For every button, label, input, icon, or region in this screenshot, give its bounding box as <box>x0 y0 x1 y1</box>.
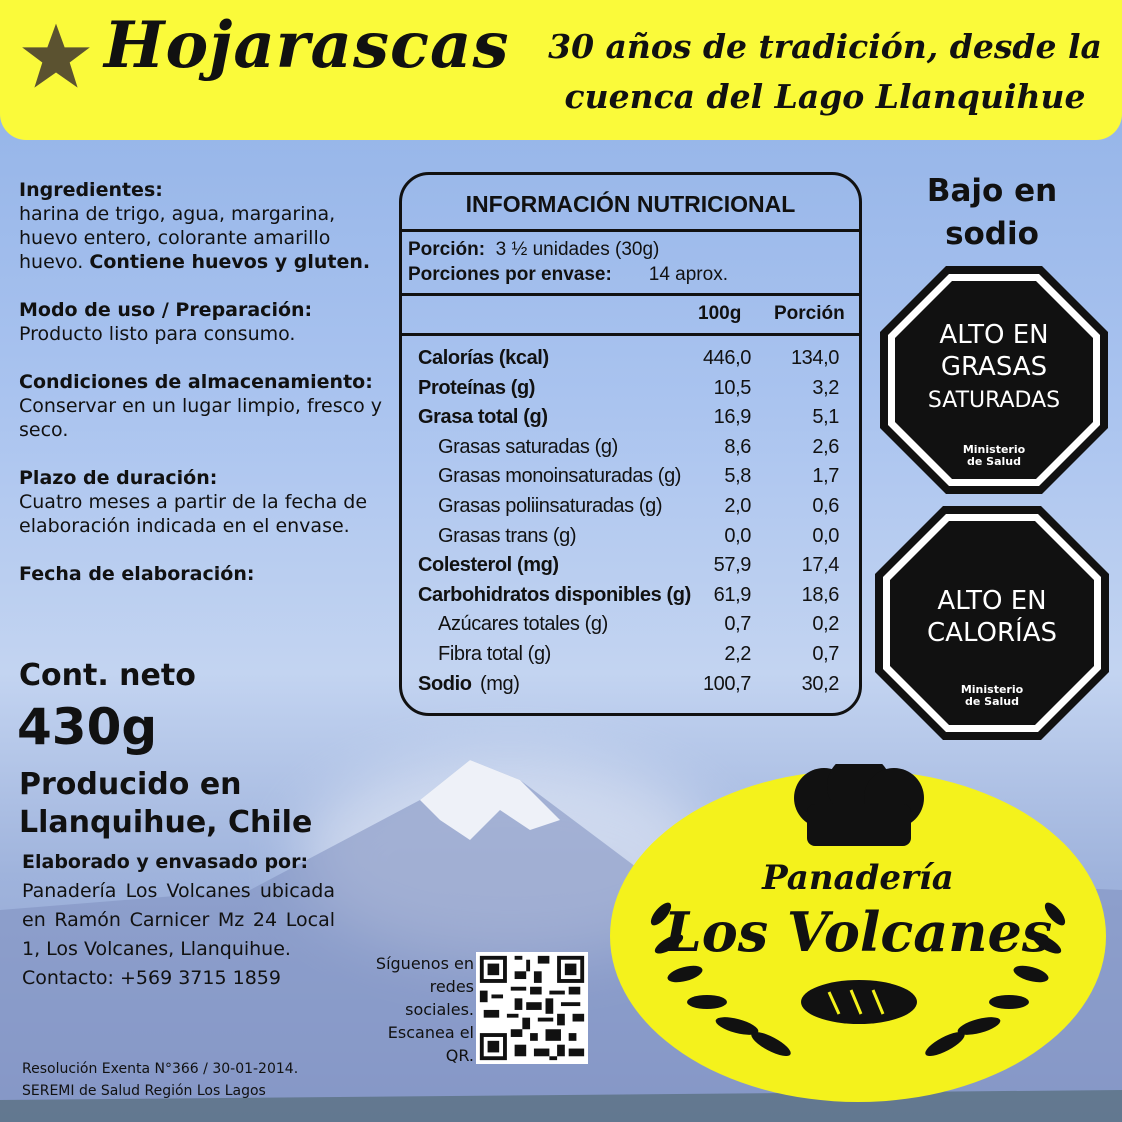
usage-heading: Modo de uso / Preparación: <box>19 299 313 321</box>
shelf-life-block <box>19 466 399 538</box>
net-content-label: Cont. neto <box>19 658 196 693</box>
value-per-portion: 1,7 <box>812 465 839 488</box>
value-per-100g: 2,0 <box>724 495 751 517</box>
claim-line1: Bajo en <box>926 173 1058 209</box>
nutrition-table <box>399 172 862 716</box>
column-header-100g: 100g <box>698 303 742 324</box>
value-per-100g: 61,9 <box>713 583 751 606</box>
maker-heading: Elaborado y envasado por: <box>22 851 309 873</box>
produced-line2: Llanquihue, Chile <box>19 805 313 840</box>
product-info <box>19 178 399 610</box>
ministry-line2: de Salud <box>965 695 1019 708</box>
value-per-portion: 134,0 <box>790 347 839 369</box>
value-per-100g: 5,8 <box>724 465 751 488</box>
brand-title: Hojarascas <box>104 8 510 83</box>
warning2-line2: CALORÍAS <box>927 618 1057 648</box>
value-per-portion: 0,7 <box>812 643 839 665</box>
warning1-line1: ALTO EN <box>939 320 1049 350</box>
value-per-portion: 2,6 <box>812 435 839 458</box>
nutrition-row <box>402 584 859 614</box>
value-per-100g: 0,7 <box>724 613 751 636</box>
nutrition-row <box>402 554 859 584</box>
warning2-ministry <box>873 684 1111 708</box>
value-per-portion: 18,6 <box>801 583 839 606</box>
value-per-portion: 0,6 <box>812 495 839 517</box>
header-banner <box>0 0 1122 140</box>
qr-caption: Síguenos en redes sociales. Escanea el QR. <box>375 954 474 1065</box>
storage-heading: Condiciones de almacenamiento: <box>19 371 373 393</box>
nutrient-label: Grasa total (g) <box>418 406 548 429</box>
portion-label: Porción: <box>408 239 486 260</box>
value-per-100g: 57,9 <box>713 554 751 577</box>
value-per-100g: 10,5 <box>713 376 751 399</box>
warning1-line3: SATURADAS <box>927 388 1061 413</box>
divider <box>402 229 859 232</box>
nutrient-label: Sodio <box>418 672 472 695</box>
warning1-line2: GRASAS <box>940 352 1048 382</box>
value-per-100g: 100,7 <box>702 672 751 695</box>
maker-text: Panadería Los Volcanes ubicada en Ramón Carnicer Mz 24 Local 1, Los Volcanes, Llanquihue. <box>22 880 335 960</box>
low-sodium-claim <box>912 170 1072 256</box>
warning2-line1: ALTO EN <box>937 586 1047 616</box>
nutrient-label: Grasas monoinsaturadas (g) <box>438 465 682 488</box>
maker-contact: Contacto: +569 3715 1859 <box>22 967 281 989</box>
nutrition-title: INFORMACIÓN NUTRICIONAL <box>465 191 796 217</box>
value-per-portion: 0,2 <box>812 613 839 636</box>
ingredients-heading: Ingredientes: <box>19 179 163 201</box>
warning1-ministry <box>878 444 1110 468</box>
portion-value: 3 ½ unidades (30g) <box>495 239 660 260</box>
nutrient-unit: (mg) <box>480 672 520 695</box>
ingredients-block <box>19 178 399 274</box>
storage-text: Conservar en un lugar limpio, fresco y seco. <box>19 395 382 441</box>
nutrition-row <box>402 465 859 495</box>
usage-text: Producto listo para consumo. <box>19 323 296 345</box>
tagline-line1: 30 años de tradición, desde la <box>548 27 1102 66</box>
tagline-line2: cuenca del Lago Llanquihue <box>564 77 1086 116</box>
value-per-portion: 0,0 <box>812 524 839 547</box>
value-per-100g: 8,6 <box>724 435 751 458</box>
shelf-life-heading: Plazo de duración: <box>19 467 218 489</box>
nutrition-row <box>402 436 859 466</box>
nutrition-row <box>402 525 859 555</box>
claim-line2: sodio <box>945 216 1039 252</box>
ministry-line1: Ministerio <box>960 683 1024 696</box>
qr-code-icon[interactable] <box>476 952 588 1064</box>
value-per-100g: 0,0 <box>724 524 751 547</box>
resolution-line1: Resolución Exenta N°366 / 30-01-2014. <box>22 1061 299 1077</box>
shelf-life-text: Cuatro meses a partir de la fecha de elaboración indicada en el envase. <box>19 491 368 537</box>
nutrition-row <box>402 495 859 525</box>
ministry-line2: de Salud <box>967 455 1021 468</box>
nutrient-label: Colesterol (mg) <box>418 554 559 577</box>
usage-block <box>19 298 399 346</box>
produced-line1: Producido en <box>19 767 242 802</box>
value-per-100g: 16,9 <box>713 406 751 429</box>
servings-value: 14 aprox. <box>648 264 728 285</box>
nutrient-label: Proteínas (g) <box>418 376 536 399</box>
nutrition-row <box>402 673 859 703</box>
ministry-line1: Ministerio <box>962 443 1026 456</box>
nutrition-row <box>402 377 859 407</box>
value-per-100g: 446,0 <box>702 347 751 369</box>
warning-seal-saturated-fat <box>878 264 1110 496</box>
maker-block <box>22 848 335 993</box>
value-per-portion: 5,1 <box>812 406 839 429</box>
value-per-portion: 17,4 <box>801 554 839 577</box>
nutrient-label: Grasas poliinsaturadas (g) <box>438 495 663 517</box>
nutrition-row <box>402 643 859 673</box>
portion-info <box>408 237 728 287</box>
nutrition-row <box>402 613 859 643</box>
net-content-value: 430g <box>17 698 158 756</box>
servings-label: Porciones por envase: <box>408 264 612 285</box>
tagline <box>540 22 1110 122</box>
resolution-note <box>22 1058 298 1102</box>
allergens-text: Contiene huevos y gluten. <box>89 251 371 273</box>
value-per-100g: 2,2 <box>724 643 751 665</box>
nutrition-row <box>402 347 859 377</box>
produced-in <box>19 766 312 842</box>
production-date-heading: Fecha de elaboración: <box>19 563 255 585</box>
nutrient-label: Carbohidratos disponibles (g) <box>418 583 691 606</box>
value-per-portion: 3,2 <box>812 376 839 399</box>
nutrition-row <box>402 406 859 436</box>
nutrient-label: Fibra total (g) <box>438 643 551 665</box>
value-per-portion: 30,2 <box>801 672 839 695</box>
nutrient-label: Grasas trans (g) <box>438 524 577 547</box>
nutrient-label: Calorías (kcal) <box>418 347 549 369</box>
divider <box>402 293 859 296</box>
storage-block <box>19 370 399 442</box>
nutrient-label: Grasas saturadas (g) <box>438 435 618 458</box>
divider <box>402 333 859 336</box>
bakery-logo <box>609 764 1107 1104</box>
production-date-block <box>19 562 399 586</box>
resolution-line2: SEREMI de Salud Región Los Lagos <box>22 1083 266 1099</box>
nutrient-label: Azúcares totales (g) <box>438 613 608 636</box>
logo-text-line2: Los Volcanes <box>663 900 1053 964</box>
star-icon <box>20 20 92 92</box>
column-header-portion: Porción <box>774 303 845 324</box>
ingredients-text: harina de trigo, agua, margarina, huevo entero, colorante amarillo huevo. <box>19 203 336 273</box>
logo-text-line1: Panadería <box>762 858 954 898</box>
warning-seal-calories <box>873 504 1111 742</box>
